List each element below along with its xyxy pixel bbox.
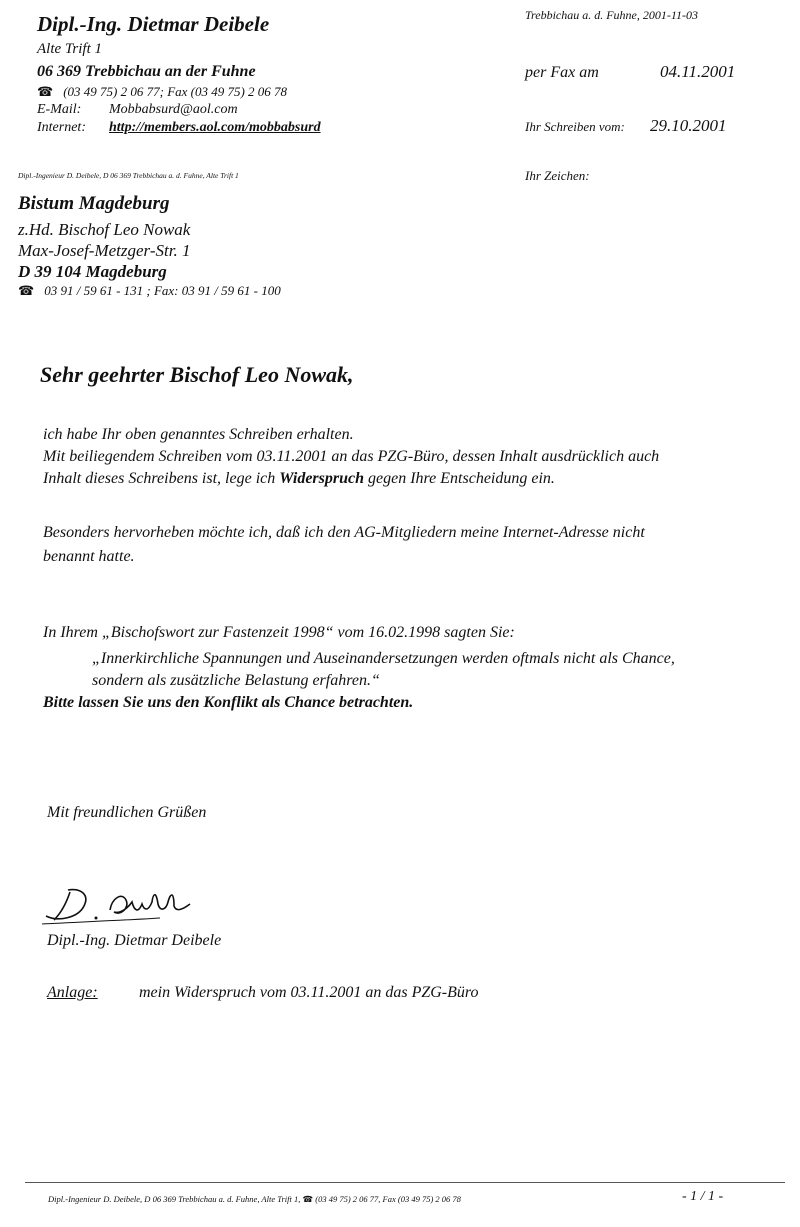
sender-street: Alte Trift 1 (37, 41, 103, 57)
body-paragraph-2-line-1: Mit beiliegendem Schreiben vom 03.11.2001 an das PZG-Büro, dessen Inhalt ausdrücklich auch (43, 448, 660, 465)
sender-email-line (37, 102, 238, 118)
footer-address-text: Dipl.-Ingenieur D. Deibele, D 06 369 Trebbichau a. d. Fuhne, Alte Trift 1, (48, 1194, 301, 1204)
sender-name: Dipl.-Ing. Dietmar Deibele (37, 12, 270, 36)
attachment-text: mein Widerspruch vom 03.11.2001 an das PZG-Büro (139, 984, 479, 1001)
footer-phone-fax: (03 49 75) 2 06 77, Fax (03 49 75) 2 06 78 (315, 1194, 461, 1204)
signature-name: Dipl.-Ing. Dietmar Deibele (47, 932, 222, 949)
sender-website-link[interactable]: http://members.aol.com/mobbabsurd (109, 120, 321, 135)
letter-date: 29.10.2001 (650, 116, 727, 135)
recipient-city: D 39 104 Magdeburg (18, 262, 167, 281)
body-paragraph-4: In Ihrem „Bischofswort zur Fastenzeit 1998“ vom 16.02.1998 sagten Sie: (43, 624, 515, 641)
sender-phone-line (37, 84, 287, 100)
recipient-attention: z.Hd. Bischof Leo Nowak (18, 220, 191, 239)
recipient-phone-line (18, 283, 281, 299)
sender-phone-fax: (03 49 75) 2 06 77; Fax (03 49 75) 2 06 78 (63, 84, 288, 99)
reference-label: Ihr Zeichen: (525, 168, 590, 183)
page-number: - 1 / 1 - (682, 1189, 724, 1204)
recipient-phone-fax: 03 91 / 59 61 - 131 ; Fax: 03 91 / 59 61 - 100 (44, 283, 281, 298)
fax-label: per Fax am (525, 64, 599, 81)
body-paragraph-3-line-2: benannt hatte. (43, 548, 135, 565)
objection-keyword: Widerspruch (279, 470, 365, 487)
sender-email[interactable]: Mobbabsurd@aol.com (109, 102, 238, 117)
recipient-street: Max-Josef-Metzger-Str. 1 (18, 241, 191, 260)
body-text-run: Inhalt dieses Schreibens ist, lege ich (43, 470, 280, 487)
telephone-icon: ☎ (302, 1194, 314, 1204)
closing: Mit freundlichen Grüßen (47, 804, 207, 821)
body-paragraph-1: ich habe Ihr oben genanntes Schreiben erhalten. (43, 426, 354, 443)
sender-city: 06 369 Trebbichau an der Fuhne (37, 63, 256, 80)
body-text-run: gegen Ihre Entscheidung ein. (364, 470, 555, 487)
body-paragraph-3-line-1: Besonders hervorheben möchte ich, daß ich den AG-Mitgliedern meine Internet-Adresse nicht (43, 524, 645, 541)
recipient-org: Bistum Magdeburg (18, 193, 170, 214)
place-date: Trebbichau a. d. Fuhne, 2001-11-03 (525, 8, 698, 22)
footer-address (48, 1194, 461, 1205)
return-address: Dipl.-Ingenieur D. Deibele, D 06 369 Trebbichau a. d. Fuhne, Alte Trift 1 (18, 171, 239, 180)
internet-label: Internet: (37, 120, 86, 135)
fax-date: 04.11.2001 (660, 62, 736, 81)
letter-date-label: Ihr Schreiben vom: (525, 119, 625, 134)
quote-line-1: „Innerkirchliche Spannungen und Auseinandersetzungen werden oftmals nicht als Chance, (92, 650, 675, 667)
email-label: E-Mail: (37, 102, 82, 117)
attachment-line (47, 984, 479, 1002)
handwritten-signature (40, 880, 210, 930)
quote-line-2: sondern als zusätzliche Belastung erfahren.“ (92, 672, 380, 689)
footer-divider (25, 1182, 785, 1183)
telephone-icon: ☎ (18, 283, 35, 298)
sender-internet-line (37, 120, 321, 136)
appeal-sentence: Bitte lassen Sie uns den Konflikt als Chance betrachten. (43, 694, 414, 711)
body-paragraph-2-line-2 (43, 470, 555, 488)
telephone-icon: ☎ (37, 84, 54, 99)
salutation: Sehr geehrter Bischof Leo Nowak, (40, 362, 354, 387)
attachment-label: Anlage: (47, 984, 98, 1001)
